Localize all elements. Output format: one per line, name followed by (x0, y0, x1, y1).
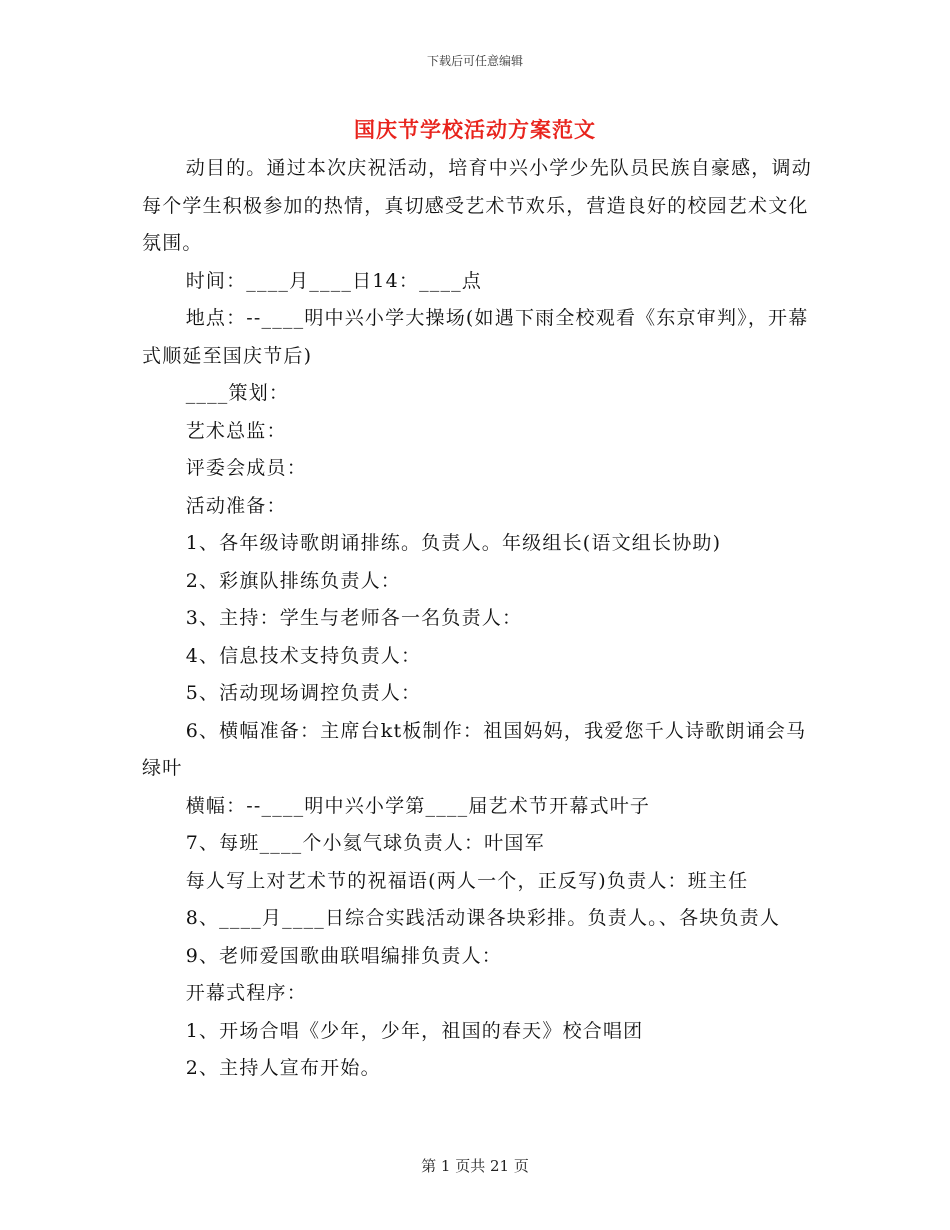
paragraph-prep-item-2: 2、彩旗队排练负责人： (185, 569, 401, 592)
paragraph-banner: 横幅：--____明中兴小学第____届艺术节开幕式叶子 (185, 794, 651, 817)
paragraph-preparation-heading: 活动准备： (185, 494, 287, 517)
page-footer: 第 1 页共 21 页 (421, 1157, 529, 1175)
paragraph-blessings: 每人写上对艺术节的祝福语(两人一个，正反写)负责人：班主任 (185, 869, 749, 892)
paragraph-prep-item-1: 1、各年级诗歌朗诵排练。负责人。年级组长(语文组长协助) (185, 532, 722, 554)
paragraph-prep-item-8: 8、____月____日综合实践活动课各块彩排。负责人。、各块负责人 (185, 907, 781, 929)
document-body (142, 150, 812, 1088)
paragraph-program-item-1: 1、开场合唱《少年，少年，祖国的春天》校合唱团 (185, 1019, 644, 1042)
paragraph-prep-item-4: 4、信息技术支持负责人： (185, 644, 422, 667)
paragraph-art-director: 艺术总监： (185, 419, 287, 442)
paragraph-program-heading: 开幕式程序： (185, 982, 307, 1004)
paragraph-prep-item-9: 9、老师爱国歌曲联唱编排负责人： (185, 944, 502, 967)
paragraph-prep-item-3: 3、主持：学生与老师各一名负责人： (185, 607, 523, 629)
paragraph-jury: 评委会成员： (185, 457, 307, 479)
paragraph-prep-item-6: 6、横幅准备：主席台kt板制作：祖国妈妈，我爱您千人诗歌朗诵会马绿叶 (142, 719, 807, 779)
document-title: 国庆节学校活动方案范文 (354, 117, 596, 142)
paragraph-prep-item-7: 7、每班____个小氦气球负责人：叶国军 (185, 832, 545, 854)
page-header: 下载后可任意编辑 (426, 54, 523, 68)
paragraph-program-item-2: 2、主持人宣布开始。 (185, 1057, 381, 1079)
paragraph-time: 时间：____月____日14：____点 (185, 269, 483, 292)
paragraph-prep-item-5: 5、活动现场调控负责人： (185, 682, 422, 704)
paragraph-purpose: 动目的。通过本次庆祝活动，培育中兴小学少先队员民族自豪感，调动每个学生积极参加的热情，真切感受艺术节欢乐，营造良好的校园艺术文化氛围。 (142, 157, 812, 254)
paragraph-location: 地点：--____明中兴小学大操场(如遇下雨全校观看《东京审判》，开幕式顺延至国庆节后) (142, 307, 809, 367)
paragraph-planner: ____策划： (185, 382, 290, 404)
